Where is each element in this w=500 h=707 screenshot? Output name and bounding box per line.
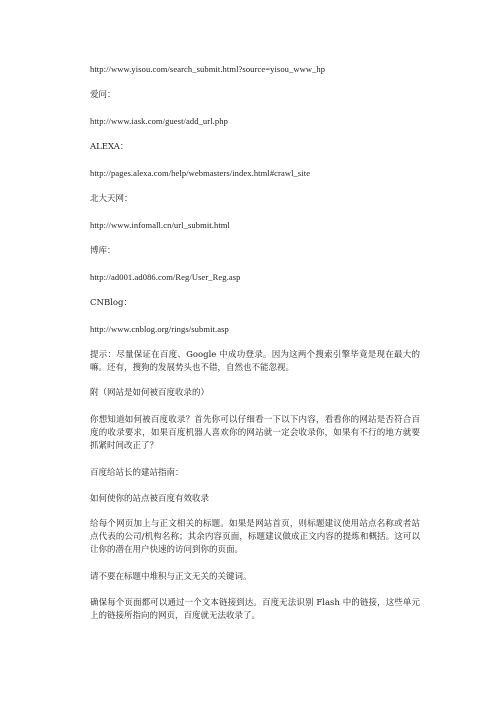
boku-url: http://ad001.ad086.com/Reg/User_Reg.asp	[90, 272, 241, 282]
yisou-url: http://www.yisou.com/search_submit.html?source=yisou_www_hp	[90, 64, 326, 74]
title-tip-paragraph: 给每个网页加上与正文相关的标题。如果是网站首页，则标题建议使用站点名称或者站点代表的公司/机构名称；其余内容页面，标题建议做成正文内容的提炼和概括。这可以让你的潜在用户快速的访问到你的页面。	[90, 519, 420, 555]
guide-title: 百度给站长的建站指南：	[90, 468, 184, 478]
tianwang-url: http://www.infomall.cn/url_submit.html	[90, 220, 230, 230]
tip-paragraph: 提示：尽量保证在百度、Google 中成功登录。因为这两个搜索引擎毕竟是现在最大的嘛。还有，搜狗的发展势头也不错，自然也不能忽视。	[90, 350, 420, 373]
cnblog-label: CNBlog：	[90, 298, 132, 308]
alexa-label: ALEXA：	[90, 142, 129, 152]
appendix-title: 附（网站是如何被百度收录的）	[90, 388, 210, 398]
iask-label: 爱问：	[90, 90, 116, 100]
iask-url: http://www.iask.com/guest/add_url.php	[90, 116, 228, 126]
tianwang-label: 北大天网：	[90, 194, 133, 204]
boku-label: 博库：	[90, 246, 116, 256]
intro-paragraph: 你想知道如何被百度收录？首先你可以仔细看一下以下内容，看看你的网站是否符合百度的收录要求，如果百度机器人喜欢你的网站就一定会收录你，如果有不行的地方就要抓紧时间改正了？	[90, 415, 420, 451]
cnblog-url: http://www.cnblog.org/rings/submit.asp	[90, 324, 229, 334]
link-tip-paragraph: 确保每个页面都可以通过一个文本链接到达。百度无法识别 Flash 中的链接，这些单元上的链接所指向的网页，百度就无法收录了。	[90, 598, 420, 621]
keyword-tip: 请不要在标题中堆积与正文无关的关键词。	[90, 572, 252, 582]
guide-subtitle: 如何使你的站点被百度有效收录	[90, 494, 210, 504]
alexa-url: http://pages.alexa.com/help/webmasters/index.html#crawl_site	[90, 168, 311, 178]
